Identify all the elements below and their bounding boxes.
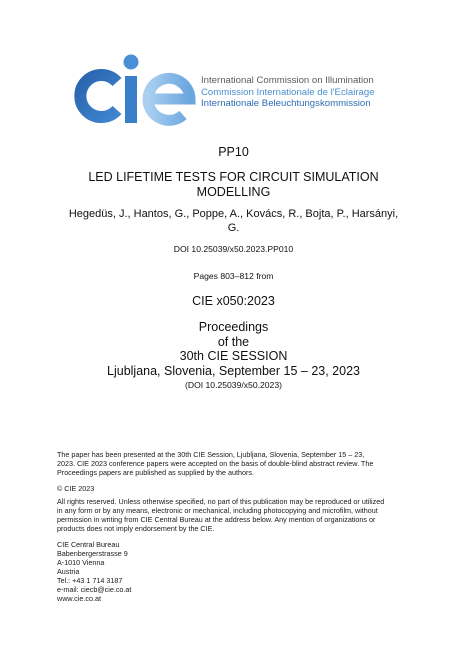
presentation-note	[57, 450, 417, 477]
logo-organization-names	[201, 75, 375, 110]
logo-letter-c	[80, 75, 117, 117]
rights-line: permission in writing from CIE Central Bureau at the address below. Any mention of organizations or	[57, 515, 376, 524]
email-link[interactable]: e-mail: ciecb@cie.co.at	[57, 585, 132, 594]
logo-letter-i-dot	[124, 55, 139, 70]
proceedings-line: Ljubljana, Slovenia, September 15 – 23, 2023	[107, 363, 360, 378]
paper-authors-line: G.	[227, 221, 240, 234]
address-line: Babenbergerstrasse 9	[57, 549, 128, 558]
paper-title-line: LED LIFETIME TESTS FOR CIRCUIT SIMULATION	[88, 170, 379, 184]
address-line: CIE Central Bureau	[57, 540, 120, 549]
address-line: Austria	[57, 567, 80, 576]
note-line: Proceedings papers are published as supplied by the authors.	[57, 468, 254, 477]
proceedings-doi: (DOI 10.25039/x50.2023)	[185, 380, 282, 390]
proceedings-line: 30th CIE SESSION	[179, 349, 288, 363]
paper-doi: DOI 10.25039/x50.2023.PP010	[173, 244, 294, 254]
note-line: The paper has been presented at the 30th CIE Session, Ljubljana, Slovenia, September 15 – 23,	[57, 450, 365, 459]
logo-name-german: Internationale Beleuchtungskommission	[201, 98, 371, 109]
logo-name-english: International Commission on Illumination	[201, 75, 374, 86]
publication-reference: CIE x050:2023	[192, 294, 275, 308]
cie-logo	[70, 48, 400, 128]
logo-name-french: Commission Internationale de l'Eclairage	[201, 86, 375, 98]
cie-logo-mark	[70, 48, 198, 128]
note-line: 2023. CIE 2023 conference papers were accepted on the basis of double-blind abstract review. The	[57, 459, 374, 468]
paper-code: PP10	[218, 145, 249, 159]
address-line: A-1010 Vienna	[57, 558, 105, 567]
proceedings-info	[40, 320, 427, 378]
proceedings-line: of the	[217, 334, 250, 349]
copyright-notice: © CIE 2023	[57, 484, 95, 493]
rights-line: in any form or by any means, electronic or mechanical, including photocopying and microfilm, without	[57, 506, 378, 515]
paper-title-line: MODELLING	[196, 185, 271, 199]
logo-letter-e	[148, 78, 190, 120]
rights-statement	[57, 497, 417, 533]
proceedings-line: Proceedings	[198, 320, 269, 334]
paper-title	[40, 170, 427, 200]
paper-authors	[50, 208, 417, 235]
website-link[interactable]: www.cie.co.at	[57, 594, 101, 603]
paper-pages: Pages 803–812 from	[193, 271, 274, 281]
rights-line: All rights reserved. Unless otherwise specified, no part of this publication may be reproduced or utilized	[57, 497, 385, 506]
contact-address	[57, 540, 417, 603]
address-line: Tel.: +43 1 714 3187	[57, 576, 123, 585]
paper-authors-line: Hegedüs, J., Hantos, G., Poppe, A., Kovács, R., Bojta, P., Harsányi,	[68, 208, 399, 220]
rights-line: products does not imply endorsement by the CIE.	[57, 524, 215, 533]
logo-letter-i-stem	[125, 76, 137, 123]
